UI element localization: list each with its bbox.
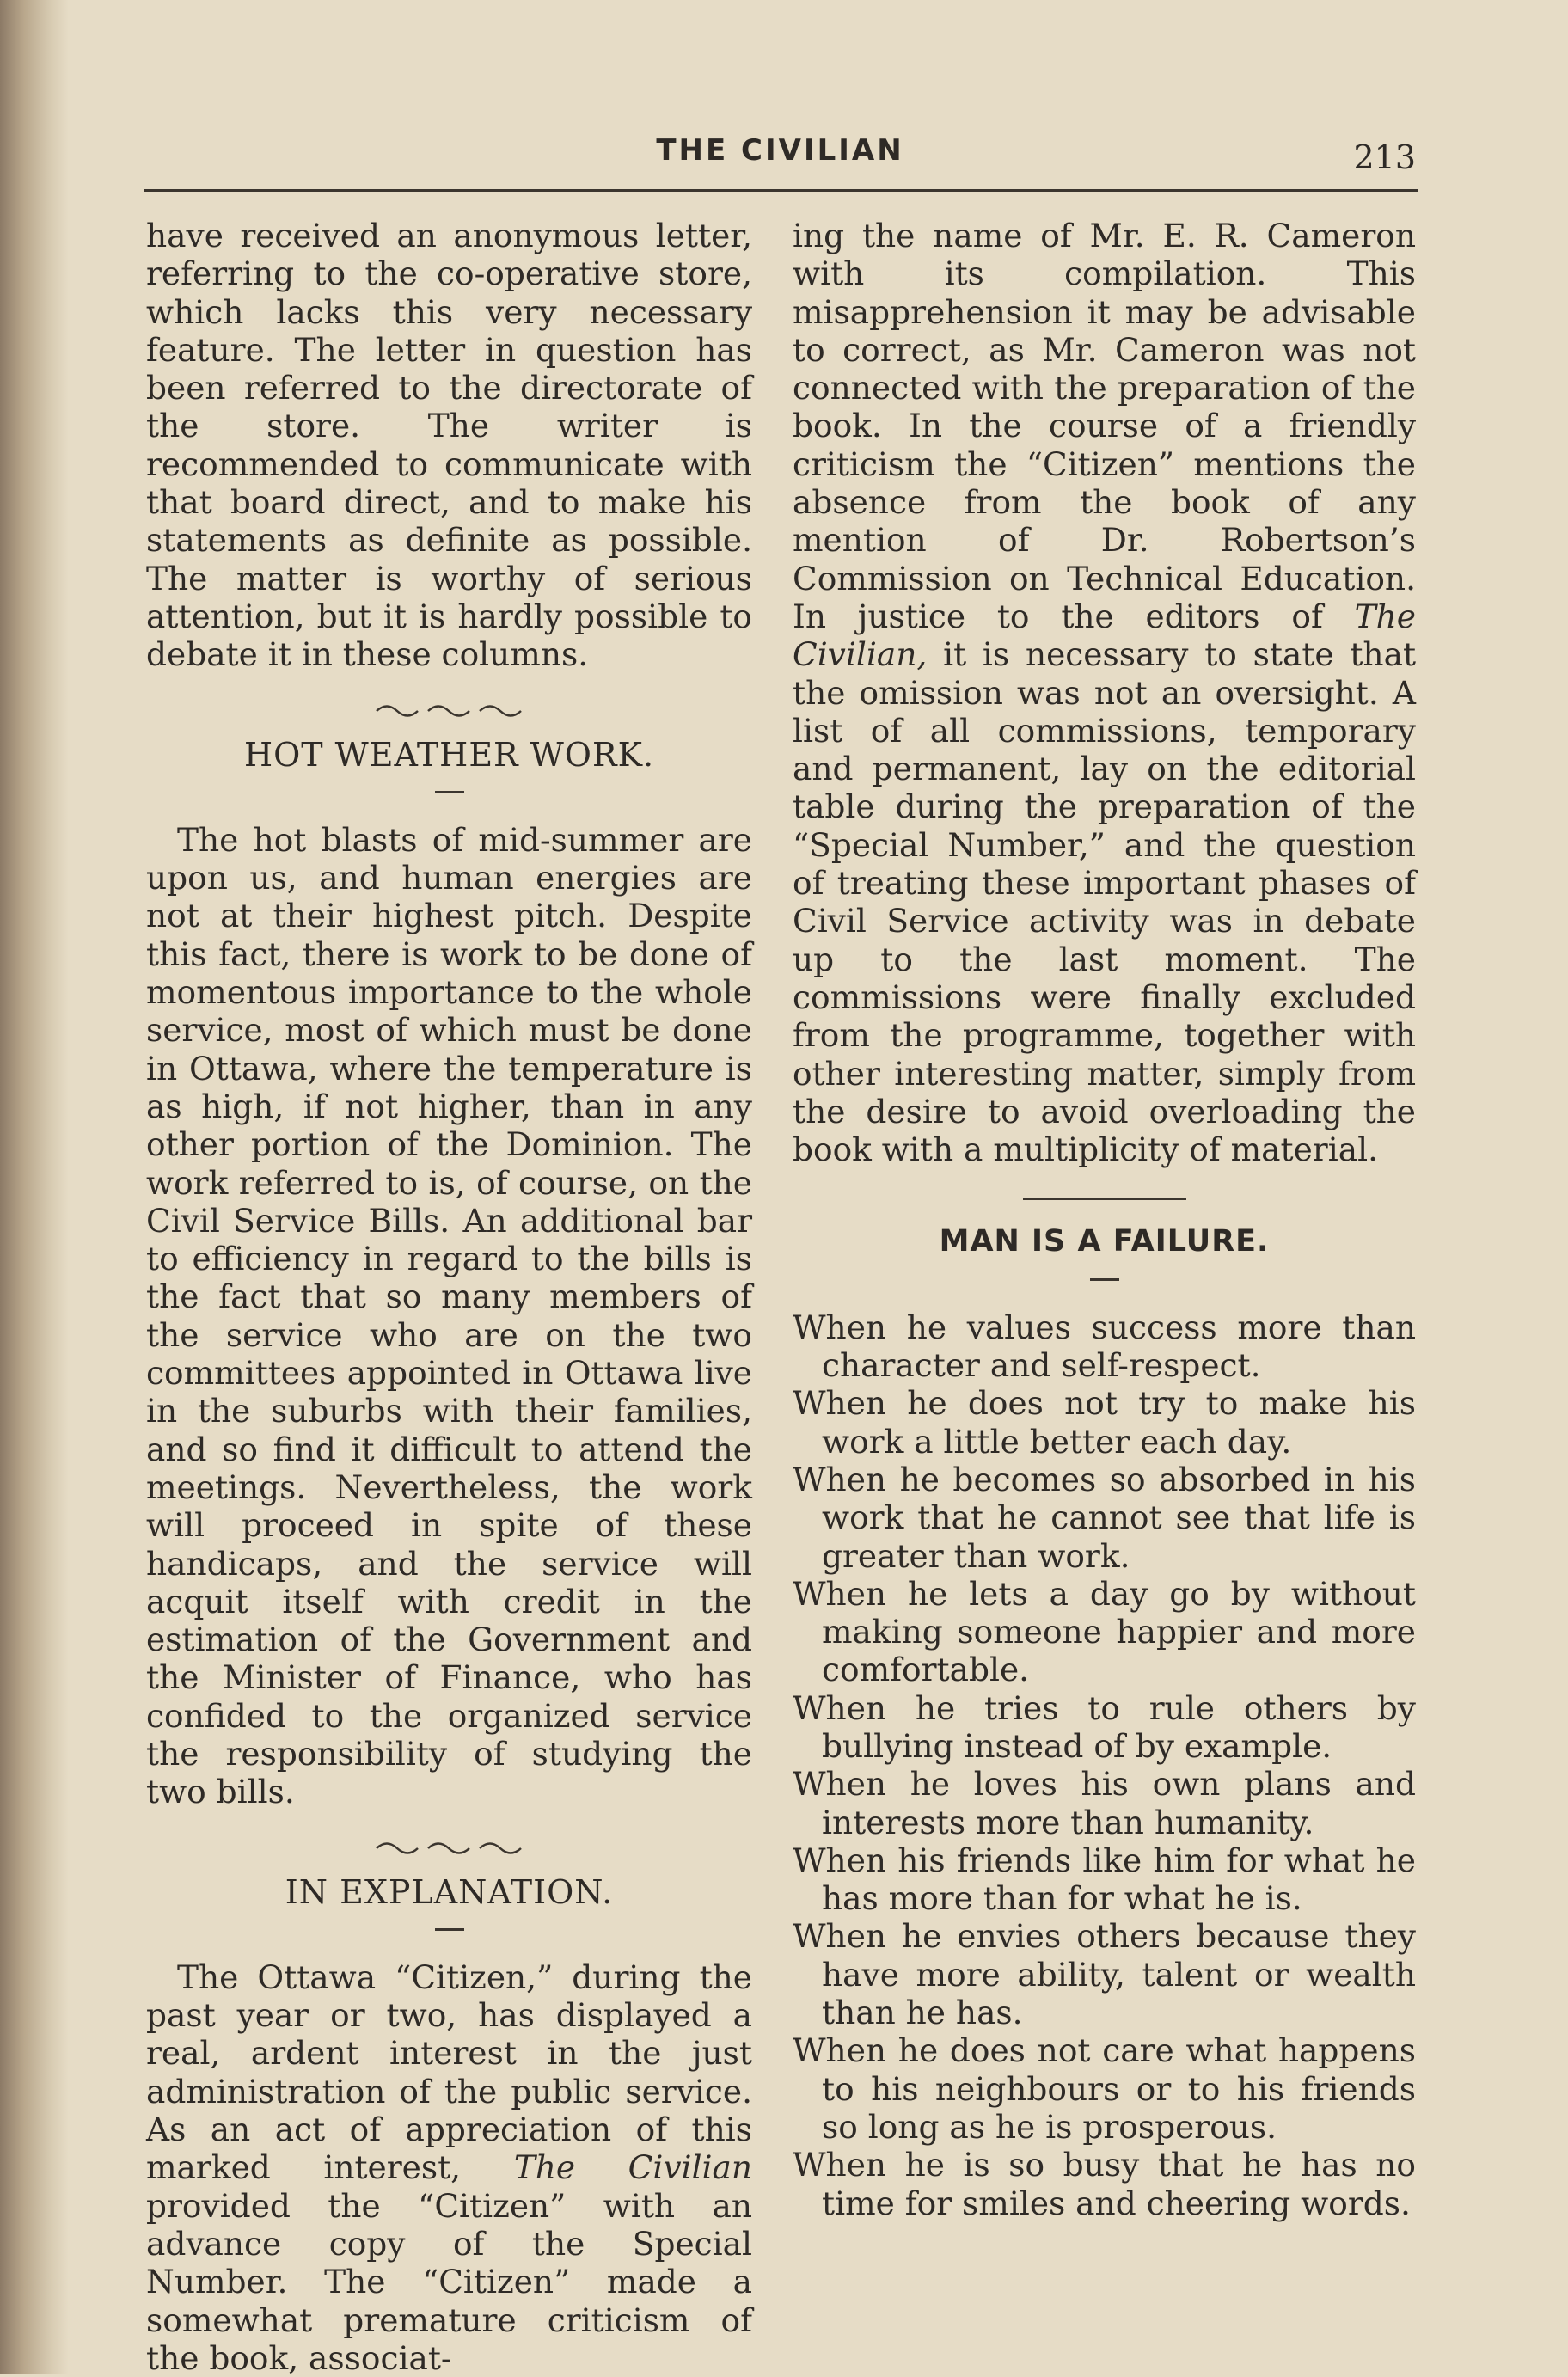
section-rule — [1023, 1198, 1186, 1200]
intro-paragraph: have received an anonymous letter, referring to the co-operative store, which lacks this very necessary feature. The letter in question has been referred to the directorate of the store. The writer is recommended to communicate with that board direct, and to make his statements as definite as possible. The matter is worthy of serious attention, but it is hardly possible to debate it in these columns. — [146, 217, 752, 674]
left-column — [146, 217, 752, 2377]
publication-title: The Civilian — [513, 2148, 753, 2187]
heading-dash — [1090, 1278, 1119, 1281]
continuation-text-start: ing the name of Mr. E. R. Cameron with its compilation. This misapprehension it may be advisable to correct, as Mr. Cameron was not connected with the preparation of the book. In the course of a friendly criticism the “Citizen” mentions the absence from the book of any mention of Dr. Robertson’s Commission on Technical Education. In justice to the editors of — [793, 217, 1416, 635]
publication-title: The Civilian, — [793, 597, 1416, 674]
list-item: When he envies others because they have more ability, talent or wealth than he has. — [793, 1917, 1416, 2032]
heading-dash — [435, 791, 464, 793]
continuation-text-end: it is necessary to state that the omission was not an oversight. A list of all commissions, temporary and permanent, lay on the editorial table during the preparation of the “Special Number,” and the question of treating these important phases of Civil Service activity was in debate up to the last moment. The commissions were finally excluded from the programme, together with other interesting matter, simply from the desire to avoid overloading the book with a multiplicity of material. — [793, 635, 1417, 1169]
section-heading-explanation: IN EXPLANATION. — [285, 1872, 614, 1911]
list-item: When he tries to rule others by bullying instead of by example. — [793, 1688, 1416, 1765]
section-heading-man-failure: MAN IS A FAILURE. — [939, 1224, 1270, 1259]
heading-dash — [435, 1928, 464, 1931]
hot-weather-body: The hot blasts of mid-summer are upon us, and human energies are not at their highest pitch. Despite this fact, there is work to be done of momentous importance to the whole service, most of which must be done in Ottawa, where the temperature is as high, if not higher, than in any other portion of the Dominion. The work referred to is, of course, on the Civil Service Bills. An additional bar to efficiency in regard to the bills is the fact that so many members of the service who are on the two committees appointed in Ottawa live in the suburbs with their families, and so find it difficult to attend the meetings. Nevertheless, the work will proceed in spite of these handicaps, and the service will acquit itself with credit in the estimation of the Government and the Minister of Finance, who has confided to the organized service the responsibility of studying the two bills. — [146, 820, 752, 1811]
list-item: When he is so busy that he has no time for smiles and cheering words. — [793, 2146, 1416, 2222]
explanation-body — [146, 1958, 752, 2377]
running-head — [138, 133, 1423, 185]
ornament-icon — [368, 1835, 531, 1861]
list-item: When he becomes so absorbed in his work that he cannot see that life is greater than work. — [793, 1460, 1416, 1575]
list-item: When his friends like him for what he has more than for what he is. — [793, 1841, 1416, 1918]
running-title: THE CIVILIAN — [656, 133, 904, 168]
list-item: When he does not try to make his work a little better each day. — [793, 1384, 1416, 1461]
list-item: When he loves his own plans and interests more than humanity. — [793, 1765, 1416, 1841]
failure-list — [793, 1308, 1416, 2222]
ornament-icon — [368, 698, 531, 724]
explanation-text-start: The Ottawa “Citizen,” during the past year or two, has displayed a real, ardent interest in the just administration of the public service. As an act of appreciation of this marked interest, — [146, 1957, 752, 2187]
right-column — [793, 217, 1416, 2222]
list-item: When he values success more than character and self-respect. — [793, 1308, 1416, 1385]
explanation-text-end: provided the “Citizen” with an advance copy of the Special Number. The “Citizen” made a somewhat premature criticism of the book, associat- — [146, 2186, 752, 2377]
section-heading-hot-weather: HOT WEATHER WORK. — [243, 735, 655, 774]
header-rule — [144, 189, 1418, 192]
section-ornament — [146, 698, 752, 727]
list-item: When he does not care what happens to his neighbours or to his friends so long as he is prosperous. — [793, 2031, 1416, 2146]
explanation-continuation — [793, 217, 1416, 1168]
page-number: 213 — [1353, 138, 1416, 176]
section-ornament — [146, 1835, 752, 1865]
list-item: When he lets a day go by without making someone happier and more comfortable. — [793, 1574, 1416, 1689]
